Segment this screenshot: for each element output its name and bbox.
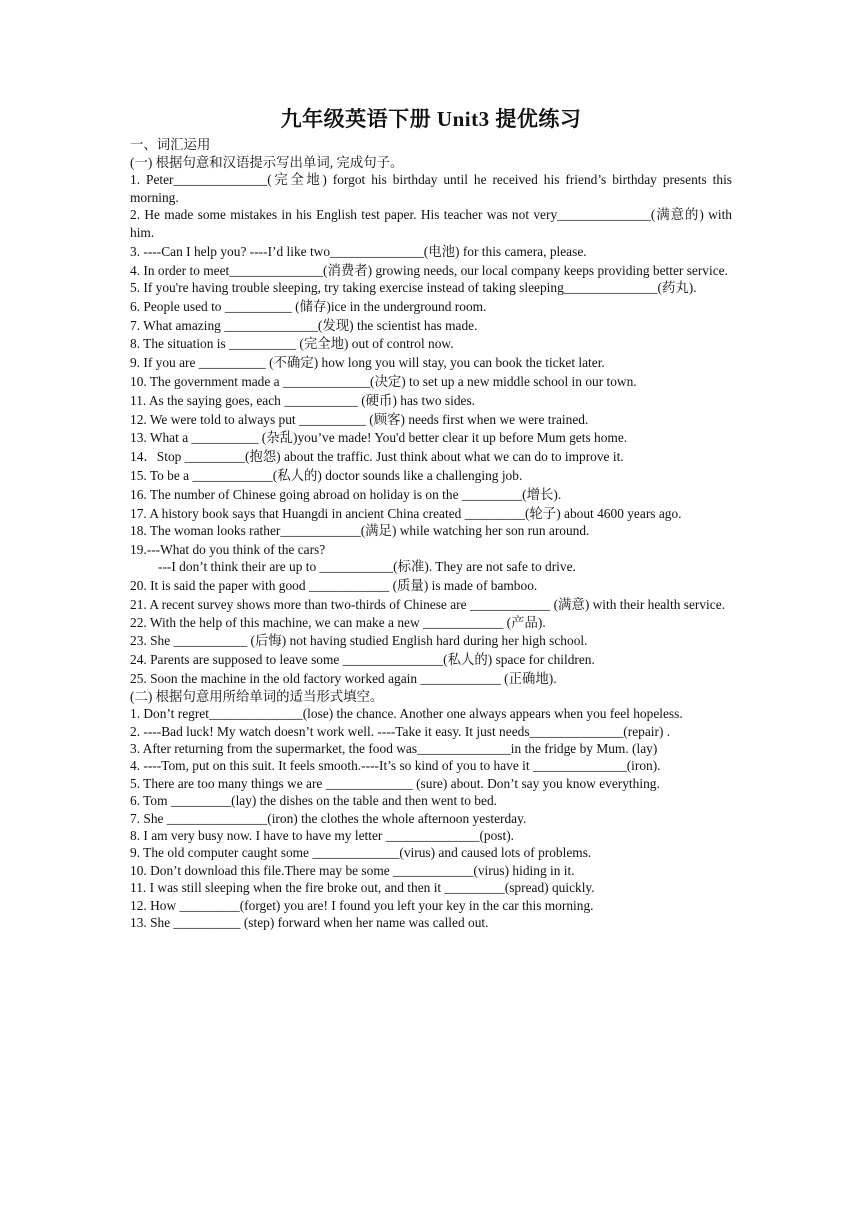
exercise-item: 6. People used to __________ (储存)ice in the underground room.	[130, 298, 487, 314]
exercise-item: 21. A recent survey shows more than two-thirds of Chinese are ____________ (满意) with their health service.	[130, 597, 726, 613]
section-heading: 一、词汇运用	[130, 137, 211, 152]
exercise-item: 11. As the saying goes, each ___________ (硬币) has two sides.	[130, 392, 476, 408]
exercise-item: 5. If you're having trouble sleeping, try taking exercise instead of taking sleeping______________(药丸).	[130, 280, 697, 296]
exercise-item: 16. The number of Chinese going abroad on holiday is on the _________(增长).	[130, 486, 562, 502]
exercise-item-continued: ---I don’t think their are up to ___________(标准). They are not safe to drive.	[158, 559, 576, 575]
part-two-list	[130, 705, 732, 931]
exercise-item: 22. With the help of this machine, we can make a new ____________ (产品).	[130, 614, 546, 630]
part-one-heading: (一) 根据句意和汉语提示写出单词, 完成句子。	[130, 154, 404, 170]
exercise-item: 2. ----Bad luck! My watch doesn’t work well. ----Take it easy. It just needs______________(repair) .	[130, 723, 671, 739]
exercise-item: 10. The government made a _____________(决定) to set up a new middle school in our town.	[130, 374, 637, 390]
exercise-item: 1. Peter______________(完全地) forgot his birthday until he received his friend’s birthday presents this morning.	[130, 172, 732, 205]
exercise-item: 20. It is said the paper with good ____________ (质量) is made of bamboo.	[130, 578, 538, 594]
page-title: 九年级英语下册 Unit3 提优练习	[280, 107, 582, 131]
exercise-item: 8. The situation is __________ (完全地) out of control now.	[130, 336, 454, 352]
exercise-item: 1. Don’t regret______________(lose) the chance. Another one always appears when you feel hopeless.	[130, 706, 683, 722]
exercise-item: 9. If you are __________ (不确定) how long you will stay, you can book the ticket later.	[130, 355, 605, 371]
exercise-item: 2. He made some mistakes in his English test paper. His teacher was not very______________(满意的) with him.	[130, 207, 732, 240]
exercise-item: 15. To be a ____________(私人的) doctor sounds like a challenging job.	[130, 467, 523, 483]
exercise-item: 3. ----Can I help you? ----I’d like two______________(电池) for this camera, please.	[130, 243, 587, 259]
exercise-item: 23. She ___________ (后悔) not having studied English hard during her high school.	[130, 633, 588, 649]
exercise-item: 14．Stop _________(抱怨) about the traffic. Just think about what we can do to improve it.	[130, 449, 624, 465]
exercise-item: 11. I was still sleeping when the fire broke out, and then it _________(spread) quickly.	[130, 880, 595, 896]
part-two-heading: (二) 根据句意用所给单词的适当形式填空。	[130, 688, 384, 704]
exercise-item: 6. Tom _________(lay) the dishes on the table and then went to bed.	[130, 793, 497, 809]
exercise-item: 3. After returning from the supermarket, the food was______________in the fridge by Mum. (lay)	[130, 740, 658, 756]
exercise-item: 19.---What do you think of the cars?	[130, 541, 326, 557]
exercise-item: 8. I am very busy now. I have to have my letter ______________(post).	[130, 828, 515, 843]
exercise-item: 7. What amazing ______________(发现) the scientist has made.	[130, 317, 478, 333]
exercise-item: 10. Don’t download this file.There may be some ____________(virus) hiding in it.	[130, 862, 575, 878]
worksheet-page	[130, 104, 732, 931]
exercise-item: 17. A history book says that Huangdi in ancient China created _________(轮子) about 4600 years ago.	[130, 505, 682, 521]
exercise-item: 13. What a __________ (杂乱)you’ve made! You'd better clear it up before Mum gets home.	[130, 430, 628, 446]
exercise-item: 12. We were told to always put __________ (顾客) needs first when we were trained.	[130, 411, 589, 427]
exercise-item: 7. She _______________(iron) the clothes the whole afternoon yesterday.	[130, 810, 527, 826]
exercise-item: 4. ----Tom, put on this suit. It feels smooth.----It’s so kind of you to have it ______________(iron).	[130, 758, 661, 774]
exercise-item: 24. Parents are supposed to leave some _______________(私人的) space for children.	[130, 652, 595, 668]
exercise-item: 13. She __________ (step) forward when her name was called out.	[130, 915, 489, 931]
exercise-item: 5. There are too many things we are _____________ (sure) about. Don’t say you know everything.	[130, 775, 660, 791]
exercise-item: 12. How _________(forget) you are! I found you left your key in the car this morning.	[130, 897, 594, 913]
exercise-item: 4. In order to meet______________(消费者) growing needs, our local company keeps providing better service.	[130, 262, 728, 278]
part-one-list	[130, 171, 732, 687]
exercise-item: 25. Soon the machine in the old factory worked again ____________ (正确地).	[130, 670, 557, 686]
exercise-item: 18. The woman looks rather____________(满足) while watching her son run around.	[130, 523, 590, 539]
exercise-item: 9. The old computer caught some _____________(virus) and caused lots of problems.	[130, 845, 592, 861]
